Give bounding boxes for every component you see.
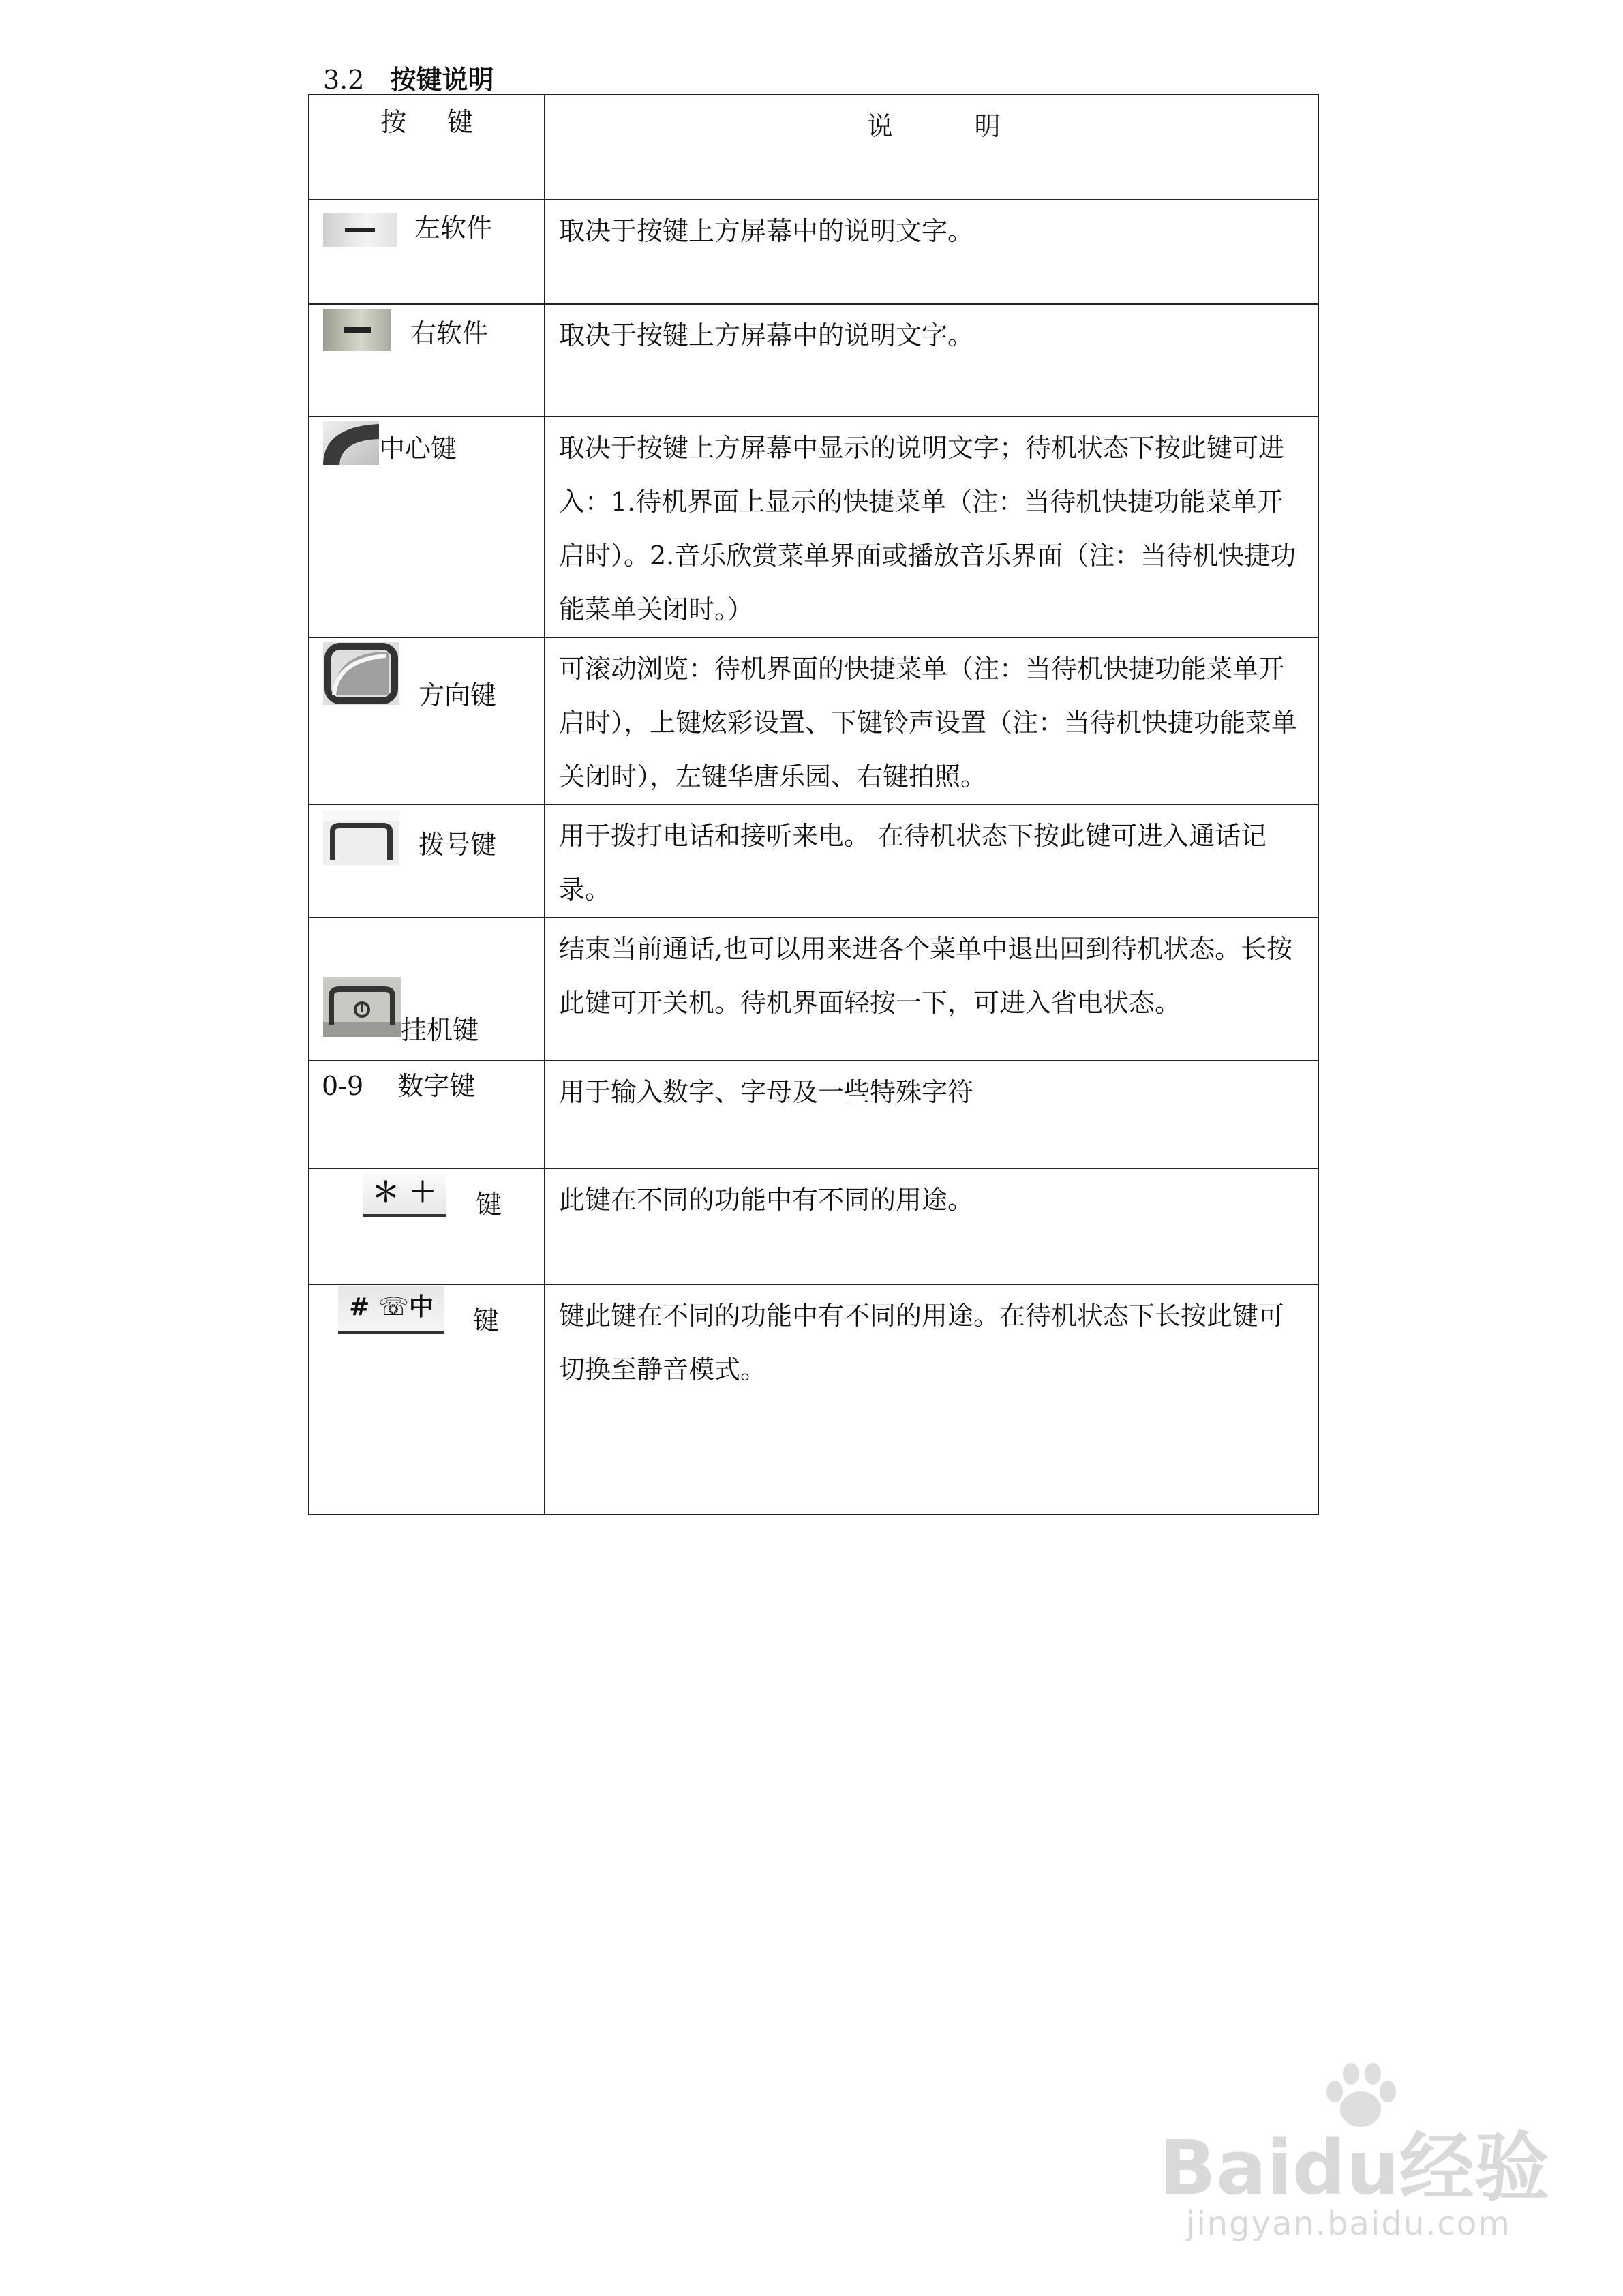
star-key-icon: ＊ ＋ (363, 1173, 446, 1217)
dial-key-icon (323, 811, 399, 865)
description-cell: 用于输入数字、字母及一些特殊字符 (545, 1061, 1318, 1168)
key-cell (309, 1061, 545, 1168)
header-key-cell (309, 95, 545, 200)
key-label: 左软件 (414, 213, 493, 243)
description-cell: 用于拨打电话和接听来电。 在待机状态下按此键可进入通话记录。 (545, 804, 1318, 918)
table-row (309, 918, 1318, 1061)
right-softkey-icon (323, 309, 391, 351)
header-key-label: 按键 (380, 107, 514, 137)
key-cell (309, 918, 545, 1061)
description-cell: 取决于按键上方屏幕中显示的说明文字；待机状态下按此键可进入：1.待机界面上显示的快捷菜单（注：当待机快捷功能菜单开启时）。2.音乐欣赏菜单界面或播放音乐界面（注：当待机快捷功能菜单关闭时。） (545, 417, 1318, 637)
key-label: 0-9 数字键 (322, 1071, 476, 1101)
description-cell: 键此键在不同的功能中有不同的用途。在待机状态下长按此键可切换至静音模式。 (545, 1284, 1318, 1515)
section-title: 按键说明 (390, 64, 494, 95)
key-label: 中心键 (379, 434, 457, 464)
description-cell: 取决于按键上方屏幕中的说明文字。 (545, 200, 1318, 304)
direction-key-icon (323, 642, 399, 705)
table-row (309, 417, 1318, 637)
hash-key-icon: # ☏中 (338, 1286, 444, 1334)
table-row (309, 304, 1318, 417)
key-label: 挂机键 (401, 1015, 479, 1045)
description-cell: 取决于按键上方屏幕中的说明文字。 (545, 304, 1318, 417)
key-cell (309, 804, 545, 918)
section-heading (323, 59, 494, 96)
key-cell (309, 200, 545, 304)
header-description-label: 说明 (866, 111, 1082, 141)
key-label: 拨号键 (419, 830, 497, 860)
key-label: 键 (476, 1190, 502, 1220)
table-row (309, 200, 1318, 304)
table-row (309, 637, 1318, 804)
watermark-brand: Baidu经验 (1159, 2124, 1549, 2211)
key-cell (309, 1168, 545, 1284)
key-description-table (308, 94, 1319, 1515)
center-key-icon (323, 421, 379, 465)
key-cell (309, 417, 545, 637)
table-row (309, 804, 1318, 918)
section-number: 3.2 (323, 65, 365, 95)
key-label: 键 (473, 1305, 500, 1335)
watermark-url: jingyan.baidu.com (1186, 2205, 1511, 2243)
description-cell: 此键在不同的功能中有不同的用途。 (545, 1168, 1318, 1284)
description-cell: 可滚动浏览：待机界面的快捷菜单（注：当待机快捷功能菜单开启时），上键炫彩设置、下键铃声设置（注：当待机快捷功能菜单关闭时），左键华唐乐园、右键拍照。 (545, 637, 1318, 804)
key-cell (309, 1284, 545, 1515)
left-softkey-icon (323, 213, 397, 247)
key-label: 方向键 (419, 680, 497, 710)
description-cell: 结束当前通话,也可以用来进各个菜单中退出回到待机状态。长按此键可开关机。待机界面轻按一下，可进入省电状态。 (545, 918, 1318, 1061)
header-description-cell (545, 95, 1318, 200)
key-label: 右软件 (410, 318, 489, 348)
table-row (309, 1168, 1318, 1284)
table-row (309, 1284, 1318, 1515)
hangup-key-icon (323, 977, 401, 1037)
key-cell (309, 304, 545, 417)
baidu-watermark (1159, 2059, 1549, 2263)
table-row (309, 1061, 1318, 1168)
table-header-row (309, 95, 1318, 200)
key-cell (309, 637, 545, 804)
